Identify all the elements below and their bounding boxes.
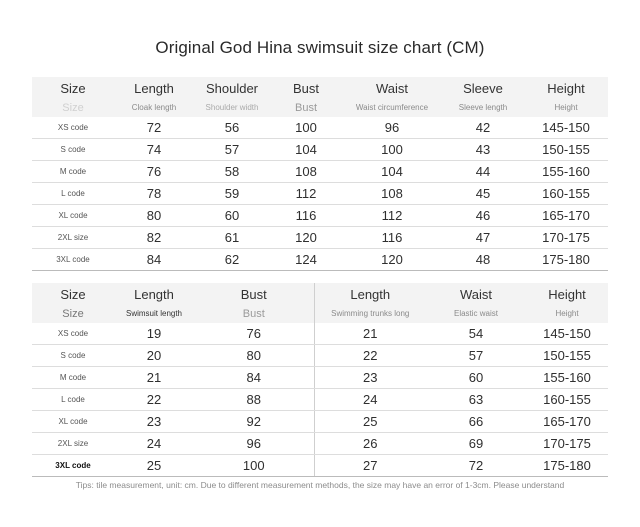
waist-cell: 120 [342, 249, 442, 271]
bust-cell: 84 [194, 367, 314, 389]
height-cell: 165-170 [524, 205, 608, 227]
bust-cell: 120 [270, 227, 342, 249]
height-cell: 175-180 [526, 455, 608, 477]
table-header-row [32, 283, 608, 304]
waist-cell: 69 [426, 433, 526, 455]
size-cell: XL code [32, 411, 114, 433]
trunks-length-cell: 23 [314, 367, 426, 389]
bust-cell: 116 [270, 205, 342, 227]
table-row [32, 323, 608, 345]
table-row [32, 205, 608, 227]
trunks-length-cell: 26 [314, 433, 426, 455]
length-cell: 76 [114, 161, 194, 183]
table-header-row [32, 77, 608, 98]
shoulder-cell: 57 [194, 139, 270, 161]
size-cell: M code [32, 367, 114, 389]
sleeve-cell: 42 [442, 117, 524, 139]
waist-cell: 104 [342, 161, 442, 183]
length-cell: 82 [114, 227, 194, 249]
waist-cell: 100 [342, 139, 442, 161]
top-length-cell: 25 [114, 455, 194, 477]
header-sleeve: Sleeve [442, 77, 524, 98]
bust-cell: 88 [194, 389, 314, 411]
size-cell: XL code [32, 205, 114, 227]
length-cell: 84 [114, 249, 194, 271]
table-row [32, 117, 608, 139]
subheader-bust: Bust [270, 98, 342, 117]
shoulder-cell: 58 [194, 161, 270, 183]
waist-cell: 60 [426, 367, 526, 389]
bust-cell: 76 [194, 323, 314, 345]
length-cell: 72 [114, 117, 194, 139]
bust-cell: 112 [270, 183, 342, 205]
header-waist: Waist [342, 77, 442, 98]
sleeve-cell: 44 [442, 161, 524, 183]
size-cell: M code [32, 161, 114, 183]
top-length-cell: 24 [114, 433, 194, 455]
table-row [32, 227, 608, 249]
size-cell: 2XL size [32, 433, 114, 455]
table-row [32, 367, 608, 389]
height-cell: 160-155 [524, 183, 608, 205]
header-shoulder: Shoulder [194, 77, 270, 98]
subheader-size: Size [32, 304, 114, 323]
bust-cell: 80 [194, 345, 314, 367]
top-length-cell: 23 [114, 411, 194, 433]
size-cell: S code [32, 139, 114, 161]
trunks-length-cell: 24 [314, 389, 426, 411]
trunks-length-cell: 25 [314, 411, 426, 433]
waist-cell: 96 [342, 117, 442, 139]
table-row [32, 411, 608, 433]
height-cell: 155-160 [524, 161, 608, 183]
height-cell: 160-155 [526, 389, 608, 411]
table-row [32, 433, 608, 455]
height-cell: 150-155 [526, 345, 608, 367]
bust-cell: 100 [270, 117, 342, 139]
shoulder-cell: 60 [194, 205, 270, 227]
height-cell: 175-180 [524, 249, 608, 271]
header-trunks-length: Length [314, 283, 426, 304]
sleeve-cell: 45 [442, 183, 524, 205]
swimsuit-size-table [32, 283, 608, 477]
table-row [32, 345, 608, 367]
table-subheader-row [32, 98, 608, 117]
top-size-table [32, 77, 608, 271]
table-row [32, 183, 608, 205]
length-cell: 78 [114, 183, 194, 205]
subheader-size: Size [32, 98, 114, 117]
header-length: Length [114, 77, 194, 98]
waist-cell: 112 [342, 205, 442, 227]
trunks-length-cell: 27 [314, 455, 426, 477]
header-height: Height [526, 283, 608, 304]
trunks-length-cell: 22 [314, 345, 426, 367]
size-cell: 3XL code [32, 455, 114, 477]
header-waist: Waist [426, 283, 526, 304]
length-cell: 80 [114, 205, 194, 227]
subheader-height: Height [524, 98, 608, 117]
height-cell: 155-160 [526, 367, 608, 389]
size-cell: S code [32, 345, 114, 367]
height-cell: 170-175 [526, 433, 608, 455]
header-bust: Bust [270, 77, 342, 98]
subheader-waist: Waist circumference [342, 98, 442, 117]
size-cell: 2XL size [32, 227, 114, 249]
size-cell: L code [32, 183, 114, 205]
height-cell: 145-150 [526, 323, 608, 345]
table-subheader-row [32, 304, 608, 323]
height-cell: 165-170 [526, 411, 608, 433]
bust-cell: 124 [270, 249, 342, 271]
subheader-trunks-length: Swimming trunks long [314, 304, 426, 323]
table-row [32, 249, 608, 271]
subheader-sleeve: Sleeve length [442, 98, 524, 117]
subheader-length: Cloak length [114, 98, 194, 117]
header-height: Height [524, 77, 608, 98]
top-length-cell: 22 [114, 389, 194, 411]
length-cell: 74 [114, 139, 194, 161]
size-cell: 3XL code [32, 249, 114, 271]
shoulder-cell: 62 [194, 249, 270, 271]
subheader-bust: Bust [194, 304, 314, 323]
waist-cell: 66 [426, 411, 526, 433]
height-cell: 170-175 [524, 227, 608, 249]
bust-cell: 104 [270, 139, 342, 161]
table-row [32, 389, 608, 411]
table-row [32, 161, 608, 183]
size-cell: XS code [32, 117, 114, 139]
bust-cell: 108 [270, 161, 342, 183]
table-row [32, 139, 608, 161]
top-length-cell: 20 [114, 345, 194, 367]
shoulder-cell: 59 [194, 183, 270, 205]
subheader-height: Height [526, 304, 608, 323]
bust-cell: 92 [194, 411, 314, 433]
waist-cell: 72 [426, 455, 526, 477]
bust-cell: 100 [194, 455, 314, 477]
header-size: Size [32, 77, 114, 98]
tips-note: Tips: tile measurement, unit: cm. Due to different measurement methods, the size may have an error of 1-3cm. Please understand [75, 480, 565, 490]
shoulder-cell: 56 [194, 117, 270, 139]
header-bust: Bust [194, 283, 314, 304]
waist-cell: 57 [426, 345, 526, 367]
waist-cell: 63 [426, 389, 526, 411]
waist-cell: 108 [342, 183, 442, 205]
trunks-length-cell: 21 [314, 323, 426, 345]
table-row [32, 455, 608, 477]
sleeve-cell: 43 [442, 139, 524, 161]
subheader-waist: Elastic waist [426, 304, 526, 323]
bust-cell: 96 [194, 433, 314, 455]
sleeve-cell: 48 [442, 249, 524, 271]
size-cell: XS code [32, 323, 114, 345]
top-length-cell: 21 [114, 367, 194, 389]
top-length-cell: 19 [114, 323, 194, 345]
waist-cell: 116 [342, 227, 442, 249]
size-cell: L code [32, 389, 114, 411]
shoulder-cell: 61 [194, 227, 270, 249]
subheader-swimsuit-length: Swimsuit length [114, 304, 194, 323]
subheader-shoulder: Shoulder width [194, 98, 270, 117]
header-swimsuit-length: Length [114, 283, 194, 304]
height-cell: 145-150 [524, 117, 608, 139]
waist-cell: 54 [426, 323, 526, 345]
sleeve-cell: 47 [442, 227, 524, 249]
header-size: Size [32, 283, 114, 304]
page-title: Original God Hina swimsuit size chart (CM) [155, 38, 485, 57]
height-cell: 150-155 [524, 139, 608, 161]
sleeve-cell: 46 [442, 205, 524, 227]
